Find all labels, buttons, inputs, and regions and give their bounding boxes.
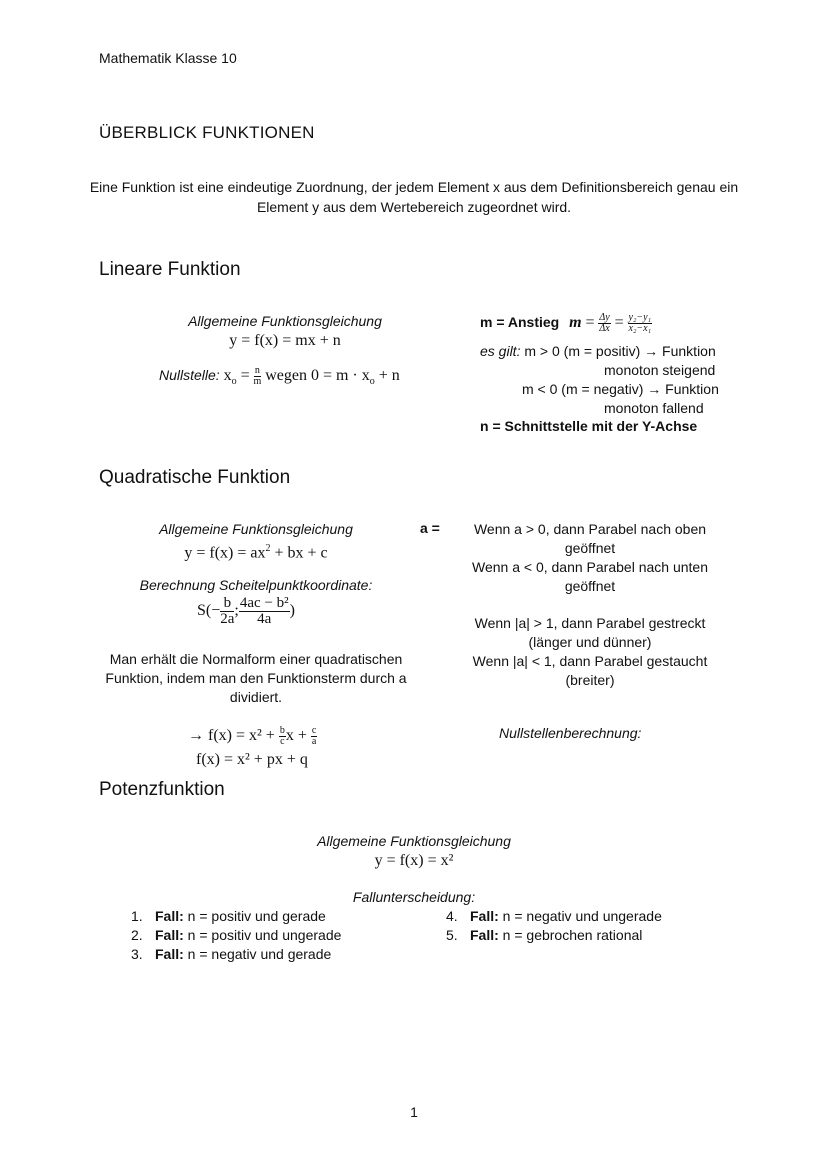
zero-frac-num: n: [254, 365, 260, 376]
case-text: n = positiv und gerade: [183, 908, 326, 924]
case-fall: Fall:: [470, 908, 499, 924]
page-number: 1: [410, 1104, 418, 1120]
zero-fraction: [254, 366, 262, 387]
vertex-f2-num: 4ac − b²: [239, 595, 289, 611]
normal-f2-num: c: [311, 725, 317, 736]
slope-positive-case: [480, 342, 716, 361]
vertex-frac-b: [220, 596, 234, 627]
normal-form-eq2: f(x) = x² + px + q: [196, 751, 308, 768]
slope-formula: m = Anstieg m = $\frac{\Delta y}{\Delta x}$ = $\frac{\text{y₂−y₁}}{\text{x₂−x₁}}$: [480, 312, 652, 334]
power-cases-right: [446, 907, 662, 945]
normal-eq1-a: → f(x) = x² +: [188, 727, 279, 745]
intro-paragraph: Eine Funktion ist eine eindeutige Zuordnung, der jedem Element x aus dem Definitionsbereich genau ein Element y aus dem Wertebereich zugeordnet wird.: [89, 179, 739, 215]
normal-form-text: Man erhält die Normalform einer quadratischen Funktion, indem man den Funktionsterm durch a dividiert.: [105, 651, 407, 705]
zero-rest-sub: o: [369, 376, 375, 388]
case-fall: Fall:: [155, 908, 184, 924]
case-text: n = negativ und gerade: [183, 946, 332, 962]
case-number: 4.: [446, 908, 458, 924]
slope-frac2-den: x₂−x₁: [628, 323, 652, 334]
vertex-sep: ;: [234, 602, 239, 620]
power-general-equation: y = f(x) = x²: [374, 852, 454, 869]
linear-general-block: [150, 312, 420, 350]
section-heading-power: Potenzfunktion: [99, 779, 225, 800]
vertex-s: S(−: [197, 602, 221, 620]
case-text: n = gebrochen rational: [498, 927, 643, 943]
zero-frac-den: m: [253, 376, 262, 387]
vertex-frac-disc: [239, 596, 290, 627]
case-number: 2.: [131, 927, 143, 943]
slope-symbol: m: [569, 314, 582, 332]
a-case-3: Wenn |a| > 1, dann Parabel gestreckt (länger und dünner): [474, 615, 706, 650]
linear-zero-formula: Nullstelle: $x_o$ = $\frac{n}{m}$ wegen $0 = m \cdot x_o + n$: [159, 365, 400, 388]
slope-label: m = Anstieg: [480, 314, 560, 331]
quad-eq-b: + bx + c: [270, 544, 328, 562]
cases-label: Fallunterscheidung:: [352, 889, 476, 905]
linear-zero-label: Nullstelle:: [159, 367, 220, 384]
vertex-f1-den: 2a: [220, 611, 235, 627]
zero-x: x: [223, 367, 232, 385]
quad-general-block: [125, 520, 387, 562]
normal-eq1-frac1: [279, 726, 286, 747]
case-fall: Fall:: [155, 946, 184, 962]
power-cases-left: [131, 907, 341, 964]
pos-case-text: m > 0 (m = positiv) → Funktion: [524, 343, 716, 359]
case-number: 3.: [131, 946, 143, 962]
vertex-f2-den: 4a: [257, 611, 272, 627]
zero-rest: wegen 0 = m · x: [265, 367, 370, 385]
vertex-close: ): [289, 602, 295, 620]
section-heading-quadratic: Quadratische Funktion: [99, 467, 291, 488]
normal-eq1-mid: x +: [285, 727, 311, 745]
slope-frac1-num: Δy: [599, 312, 610, 323]
slope-frac2-num: y₂−y₁: [628, 312, 652, 323]
list-item: [131, 945, 341, 964]
normal-f1-den: c: [280, 736, 285, 747]
vertex-label: Berechnung Scheitelpunktkoordinate:: [139, 577, 373, 593]
a-case-1: Wenn a > 0, dann Parabel nach oben geöffnet: [473, 521, 707, 556]
es-gilt-label: es gilt:: [480, 343, 521, 359]
quad-eq-sup: 2: [265, 543, 271, 554]
linear-general-label: Allgemeine Funktionsgleichung: [188, 313, 382, 329]
case-number: 1.: [131, 908, 143, 924]
zero-calc-label: Nullstellenberechnung:: [499, 725, 642, 741]
power-general-block: [270, 832, 558, 870]
normal-f1-num: b: [279, 725, 285, 736]
power-general-label: Allgemeine Funktionsgleichung: [317, 833, 511, 849]
list-item: [131, 907, 341, 926]
case-text: n = positiv und ungerade: [183, 927, 342, 943]
slope-negative-case: m < 0 (m = negativ) → Funktion: [522, 381, 719, 397]
slope-frac1-den: Δx: [599, 323, 610, 334]
list-item: [446, 907, 662, 926]
quad-eq-a: y = f(x) = ax: [184, 544, 266, 562]
vertex-formula: [197, 596, 295, 627]
slope-fraction-points: [628, 313, 653, 334]
normal-eq1-frac2: [311, 726, 317, 747]
a-case-2: Wenn a < 0, dann Parabel nach unten geöffnet: [472, 559, 708, 594]
a-label: a =: [420, 520, 440, 536]
list-item: [131, 926, 341, 945]
slope-fraction-delta: [598, 313, 610, 334]
list-item: [446, 926, 662, 945]
intercept-label: n = Schnittstelle mit der Y-Achse: [480, 418, 698, 434]
normal-form-eq1: [188, 726, 317, 747]
pos-case-cont: monoton steigend: [604, 362, 716, 378]
zero-x-sub: o: [231, 376, 237, 388]
quad-general-label: Allgemeine Funktionsgleichung: [159, 521, 353, 537]
page-title: ÜBERBLICK FUNKTIONEN: [99, 123, 315, 142]
case-fall: Fall:: [470, 927, 499, 943]
vertex-f1-num: b: [220, 596, 234, 612]
case-text: n = negativ und ungerade: [498, 908, 662, 924]
document-header: Mathematik Klasse 10: [99, 50, 237, 66]
case-number: 5.: [446, 927, 458, 943]
case-fall: Fall:: [155, 927, 184, 943]
linear-general-equation: y = f(x) = mx + n: [229, 332, 341, 349]
a-case-4: Wenn |a| < 1, dann Parabel gestaucht (breiter): [472, 653, 708, 688]
zero-rest-end: + n: [378, 367, 400, 385]
normal-f2-den: a: [311, 736, 317, 747]
quad-general-equation: [125, 539, 387, 562]
section-heading-linear: Lineare Funktion: [99, 259, 241, 280]
neg-case-cont: monoton fallend: [604, 400, 704, 416]
